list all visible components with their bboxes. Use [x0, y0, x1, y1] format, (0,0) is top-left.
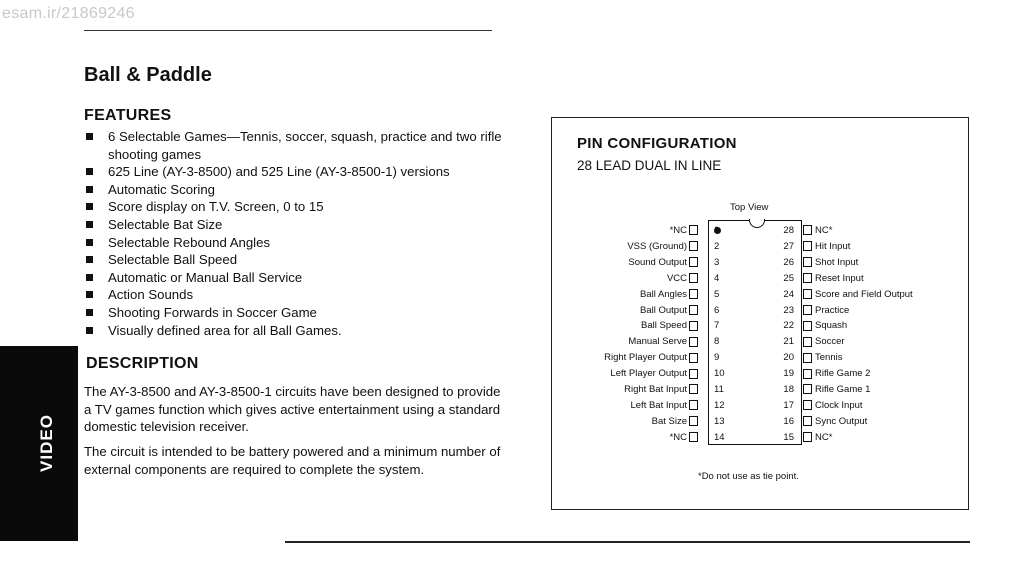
pin-number: 6 — [714, 304, 720, 316]
pin-number: 8 — [714, 336, 720, 348]
pin-lead — [689, 305, 698, 315]
pin-config-title: PIN CONFIGURATION — [577, 135, 737, 152]
chip-package — [708, 220, 802, 445]
pin-number: 20 — [783, 352, 794, 364]
pin-label-left — [552, 336, 698, 347]
feature-item: Automatic or Manual Ball Service — [84, 269, 514, 287]
pin-label-right — [800, 416, 867, 427]
pin-label-left — [552, 273, 698, 284]
pin-lead — [689, 400, 698, 410]
pin-label-right — [800, 384, 870, 395]
feature-item: Selectable Ball Speed — [84, 251, 514, 269]
pin-number: 24 — [783, 288, 794, 300]
feature-item: Selectable Bat Size — [84, 216, 514, 234]
pin-number: 11 — [714, 384, 724, 395]
pin-number: 16 — [783, 415, 794, 427]
pin-configuration-box — [551, 117, 969, 510]
description-paragraph: The AY-3-8500 and AY-3-8500-1 circuits have been designed to provide a TV games function which gives active entertainment using a standard domestic television receiver. — [84, 384, 501, 434]
pin-number: 5 — [714, 288, 720, 300]
pin-label-left — [552, 241, 698, 252]
pin-label-text: Left Player Output — [610, 368, 687, 380]
pin-number: 3 — [714, 256, 720, 268]
pin-label-text: Hit Input — [815, 240, 851, 252]
pin-lead — [803, 432, 812, 442]
feature-item: Action Sounds — [84, 286, 514, 304]
pin-number: 12 — [714, 399, 725, 411]
feature-item: Selectable Rebound Angles — [84, 234, 514, 252]
pin-label-text: NC* — [815, 225, 833, 236]
pin-label-text: VSS (Ground) — [627, 240, 687, 252]
top-divider — [84, 30, 492, 31]
pin-number: 14 — [714, 431, 725, 443]
section-tab — [0, 346, 78, 541]
pin-label-left — [552, 257, 698, 268]
features-heading: FEATURES — [84, 107, 172, 124]
bottom-divider — [285, 541, 970, 543]
pin-number: 26 — [783, 256, 794, 268]
pin-lead — [689, 321, 698, 331]
pin-label-right — [800, 305, 849, 316]
pin-number: 19 — [783, 368, 794, 380]
pin-label-text: Rifle Game 2 — [815, 368, 871, 380]
pin-lead — [689, 353, 698, 363]
pin-number: 25 — [783, 272, 794, 284]
pin-lead — [803, 289, 812, 299]
pin-lead — [803, 384, 812, 394]
pin-label-text: Ball Angles — [639, 288, 687, 300]
pin-label-right — [800, 336, 845, 347]
pin-label-text: Bat Size — [651, 415, 687, 427]
pin-label-text: Manual Serve — [628, 336, 687, 348]
pin-label-left — [552, 432, 698, 443]
pin-label-text: Score and Field Output — [815, 288, 913, 300]
feature-item: Automatic Scoring — [84, 181, 514, 199]
feature-item: 625 Line (AY-3-8500) and 525 Line (AY-3-8500-1) versions — [84, 163, 514, 181]
pin-label-text: Clock Input — [815, 399, 863, 411]
pin-label-text: Practice — [815, 304, 850, 316]
pin-label-text: Squash — [815, 320, 848, 332]
top-view-label: Top View — [730, 202, 769, 213]
pin-number: 18 — [783, 384, 794, 395]
pin-lead — [689, 289, 698, 299]
pin-label-left — [552, 384, 698, 395]
pin-number: 4 — [714, 272, 720, 284]
pin-label-text: Left Bat Input — [630, 399, 687, 411]
description-heading: DESCRIPTION — [86, 355, 199, 372]
pin-lead — [803, 241, 812, 251]
pin-label-right — [800, 432, 832, 443]
chip-notch — [749, 219, 765, 228]
pin-label-text: NC* — [815, 431, 833, 443]
pin-label-left — [552, 289, 698, 300]
feature-item: Score display on T.V. Screen, 0 to 15 — [84, 198, 514, 216]
pin-lead — [803, 273, 812, 283]
pin-label-right — [800, 273, 864, 284]
pin-lead — [803, 257, 812, 267]
pin-lead — [689, 384, 698, 394]
pin-number: 28 — [783, 225, 794, 236]
pin-label-text: Soccer — [815, 336, 845, 348]
pin-lead — [689, 337, 698, 347]
pin-number: 2 — [714, 240, 720, 252]
pin-label-text: VCC — [666, 272, 687, 284]
pin-label-text: Right Player Output — [604, 352, 687, 364]
pin-lead — [803, 353, 812, 363]
description-paragraph: The circuit is intended to be battery powered and a minimum number of external components are required to complete the system. — [84, 444, 501, 477]
pin-label-left — [552, 225, 698, 236]
pin-label-right — [800, 241, 850, 252]
page-title: Ball & Paddle — [84, 64, 212, 86]
features-list — [84, 128, 514, 339]
pin-label-text: Sound Output — [628, 256, 687, 268]
pin-lead — [803, 369, 812, 379]
pin-label-right — [800, 368, 870, 379]
section-tab-label: VIDEO — [37, 414, 56, 472]
pin-label-text: *NC — [669, 225, 687, 236]
pin-number: 9 — [714, 352, 720, 364]
pin-lead — [803, 305, 812, 315]
pin-label-left — [552, 305, 698, 316]
pin-lead — [689, 241, 698, 251]
pin-number: 7 — [714, 320, 720, 332]
feature-item: Shooting Forwards in Soccer Game — [84, 304, 514, 322]
pin-label-text: *NC — [669, 431, 687, 443]
pin-lead — [803, 321, 812, 331]
pin-lead — [689, 416, 698, 426]
pin-label-right — [800, 257, 858, 268]
pin-lead — [803, 225, 812, 235]
pin-lead — [689, 432, 698, 442]
feature-item: 6 Selectable Games—Tennis, soccer, squash, practice and two rifle shooting games — [84, 128, 514, 163]
pin-label-text: Ball Speed — [641, 320, 687, 332]
watermark: esam.ir/21869246 — [2, 5, 135, 22]
pin-lead — [803, 416, 812, 426]
pin-label-text: Right Bat Input — [624, 384, 687, 395]
pin-lead — [689, 257, 698, 267]
pin-label-text: Tennis — [815, 352, 843, 364]
pin-lead — [803, 400, 812, 410]
pin-number: 1 — [714, 225, 720, 236]
pin-label-left — [552, 368, 698, 379]
pin-label-text: Rifle Game 1 — [815, 384, 871, 395]
pin-label-right — [800, 225, 832, 236]
pin-label-right — [800, 289, 913, 300]
pin-lead — [689, 369, 698, 379]
pin-number: 10 — [714, 368, 725, 380]
pin-label-text: Shot Input — [815, 256, 859, 268]
pin-label-text: Ball Output — [640, 304, 687, 316]
pin-label-left — [552, 320, 698, 331]
pin-number: 23 — [783, 304, 794, 316]
pin-label-left — [552, 352, 698, 363]
pin-number: 15 — [783, 431, 794, 443]
pin-lead — [803, 337, 812, 347]
pin-number: 21 — [783, 336, 794, 348]
pin-config-subtitle: 28 LEAD DUAL IN LINE — [577, 158, 722, 173]
pin-number: 13 — [714, 415, 725, 427]
feature-item: Visually defined area for all Ball Games. — [84, 322, 514, 340]
pin-lead — [689, 273, 698, 283]
pin-label-right — [800, 352, 842, 363]
pin-number: 22 — [783, 320, 794, 332]
pin-label-right — [800, 400, 863, 411]
pin-label-right — [800, 320, 847, 331]
pin-number: 27 — [783, 240, 794, 252]
pin-footnote: *Do not use as tie point. — [698, 471, 799, 482]
pin-label-text: Sync Output — [815, 415, 868, 427]
pin-number: 17 — [783, 399, 794, 411]
pin-lead — [689, 225, 698, 235]
pin-label-left — [552, 416, 698, 427]
pin-label-text: Reset Input — [815, 272, 864, 284]
pin-label-left — [552, 400, 698, 411]
